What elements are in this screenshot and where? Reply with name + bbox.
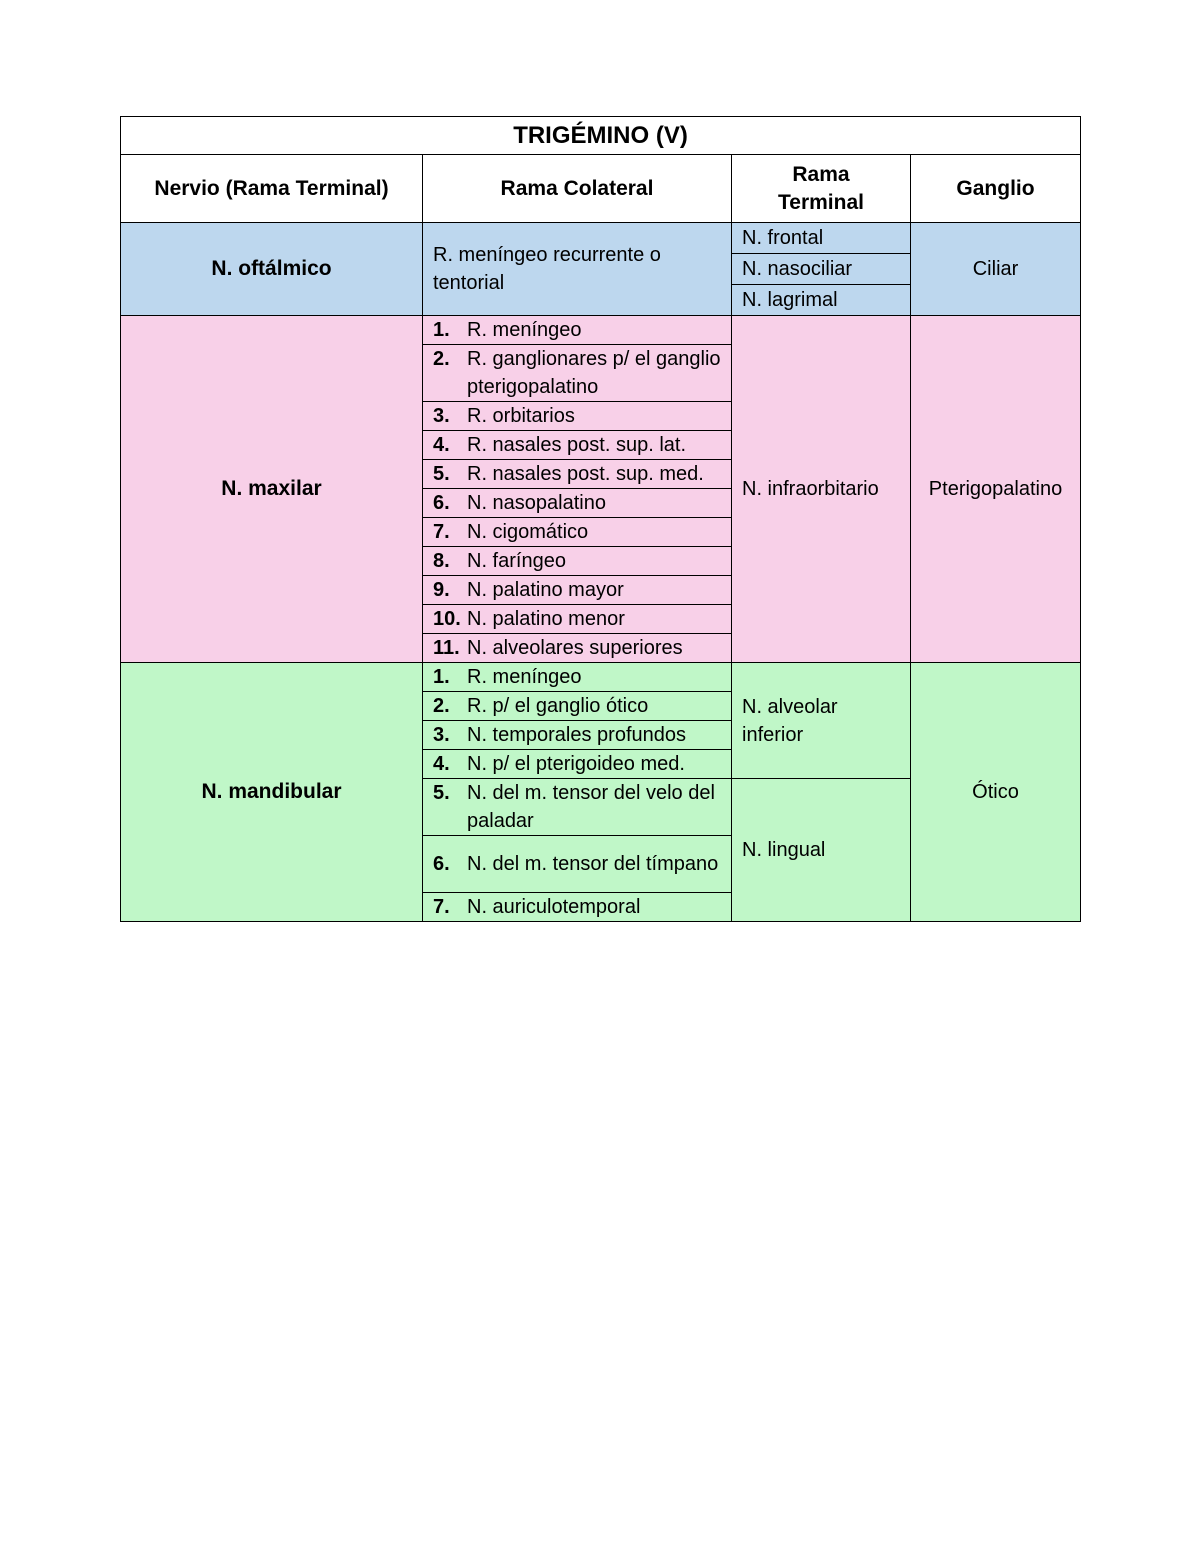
mandibular-colateral-item: 5. N. del m. tensor del velo del paladar [423,779,732,836]
header-ganglio: Ganglio [911,155,1081,223]
maxilar-colateral-item: 10. N. palatino menor [423,605,732,634]
maxilar-colateral-item: 9. N. palatino mayor [423,576,732,605]
maxilar-colateral-item: 4. R. nasales post. sup. lat. [423,431,732,460]
oftalmico-ganglio: Ciliar [911,223,1081,316]
oftalmico-nervio: N. oftálmico [121,223,423,316]
mandibular-colateral-item: 1. R. meníngeo [423,663,732,692]
mandibular-colateral-item: 7. N. auriculotemporal [423,893,732,922]
maxilar-nervio: N. maxilar [121,316,423,663]
oftalmico-terminal: N. lagrimal [732,285,911,316]
maxilar-colateral-item: 2. R. ganglionares p/ el ganglio pterigopalatino [423,345,732,402]
maxilar-colateral-item: 6. N. nasopalatino [423,489,732,518]
mandibular-colateral-item: 2. R. p/ el ganglio ótico [423,692,732,721]
maxilar-ganglio: Pterigopalatino [911,316,1081,663]
oftalmico-terminal: N. frontal [732,223,911,254]
mandibular-nervio: N. mandibular [121,663,423,922]
mandibular-colateral-item: 4. N. p/ el pterigoideo med. [423,750,732,779]
header-rama-colateral: Rama Colateral [423,155,732,223]
mandibular-colateral-item: 6. N. del m. tensor del tímpano [423,836,732,893]
maxilar-colateral-item: 7. N. cigomático [423,518,732,547]
maxilar-colateral-item: 8. N. faríngeo [423,547,732,576]
table-title: TRIGÉMINO (V) [121,117,1081,155]
mandibular-ganglio: Ótico [911,663,1081,922]
oftalmico-terminal: N. nasociliar [732,254,911,285]
maxilar-colateral-item: 1. R. meníngeo [423,316,732,345]
mandibular-terminal: N. alveolar inferior [732,663,911,779]
maxilar-colateral-item: 11. N. alveolares superiores [423,634,732,663]
maxilar-colateral-item: 5. R. nasales post. sup. med. [423,460,732,489]
header-nervio: Nervio (Rama Terminal) [121,155,423,223]
maxilar-colateral-item: 3. R. orbitarios [423,402,732,431]
trigemino-table [120,116,1081,922]
oftalmico-colateral: R. meníngeo recurrente o tentorial [423,223,732,316]
maxilar-terminal: N. infraorbitario [732,316,911,663]
mandibular-colateral-item: 3. N. temporales profundos [423,721,732,750]
mandibular-terminal: N. lingual [732,779,911,922]
header-rama-terminal: Rama Terminal [732,155,911,223]
